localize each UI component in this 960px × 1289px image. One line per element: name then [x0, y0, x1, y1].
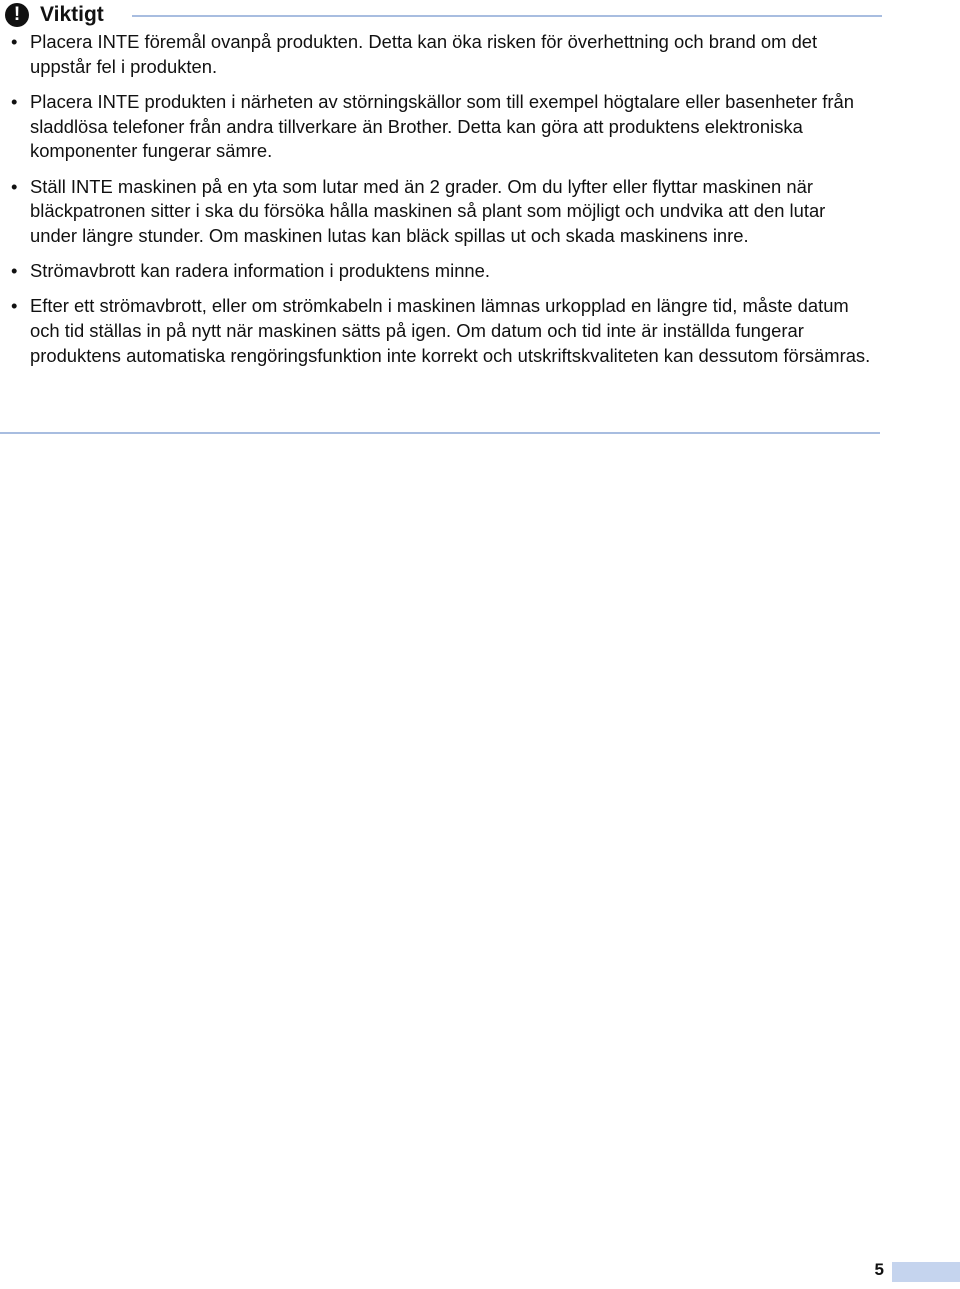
important-notice	[0, 0, 882, 366]
bullet: •	[11, 295, 18, 317]
list-item	[0, 90, 882, 164]
notice-header	[0, 0, 882, 30]
list-item-text: Placera INTE föremål ovanpå produkten. Detta kan öka risken för överhettning och brand om det uppstår fel i produkten.	[30, 31, 818, 77]
notice-title: Viktigt	[40, 3, 104, 26]
exclamation-icon: !	[5, 3, 29, 27]
notice-list	[0, 30, 882, 379]
page-number: 5	[874, 1260, 884, 1279]
header-rule	[132, 15, 882, 17]
list-item	[0, 294, 882, 368]
bullet: •	[11, 31, 18, 52]
list-item	[0, 175, 882, 249]
bullet: •	[11, 260, 18, 282]
list-item-text: Placera INTE produkten i närheten av störningskällor som till exempel högtalare eller basenheter från sladdlösa telefoner från andra tillverkare än Brother. Detta kan göra att produktens elektroniska komponenter fungerar sämre.	[30, 90, 854, 162]
page-tab	[892, 1262, 960, 1282]
bullet: •	[11, 175, 18, 197]
list-item	[0, 30, 882, 79]
list-item	[0, 259, 882, 284]
notice-bottom-rule	[0, 432, 880, 434]
bullet: •	[11, 90, 18, 112]
list-item-text: Efter ett strömavbrott, eller om strömkabeln i maskinen lämnas urkopplad en längre tid, måste datum och tid ställas in på nytt när maskinen sätts på igen. Om datum och tid inte är inställda fungerar produktens automatiska rengöringsfunktion inte korrekt och utskriftskvaliteten kan dessutom försämras.	[30, 295, 871, 366]
list-item-text: Ställ INTE maskinen på en yta som lutar med än 2 grader. Om du lyfter eller flyttar maskinen när bläckpatronen sitter i ska du försöka hålla maskinen så plant som möjligt och undvika att den lutar under längre stunder. Om maskinen lutas kan bläck spillas ut och skada maskinens inre.	[30, 175, 826, 246]
list-item-text: Strömavbrott kan radera information i produktens minne.	[30, 260, 490, 282]
